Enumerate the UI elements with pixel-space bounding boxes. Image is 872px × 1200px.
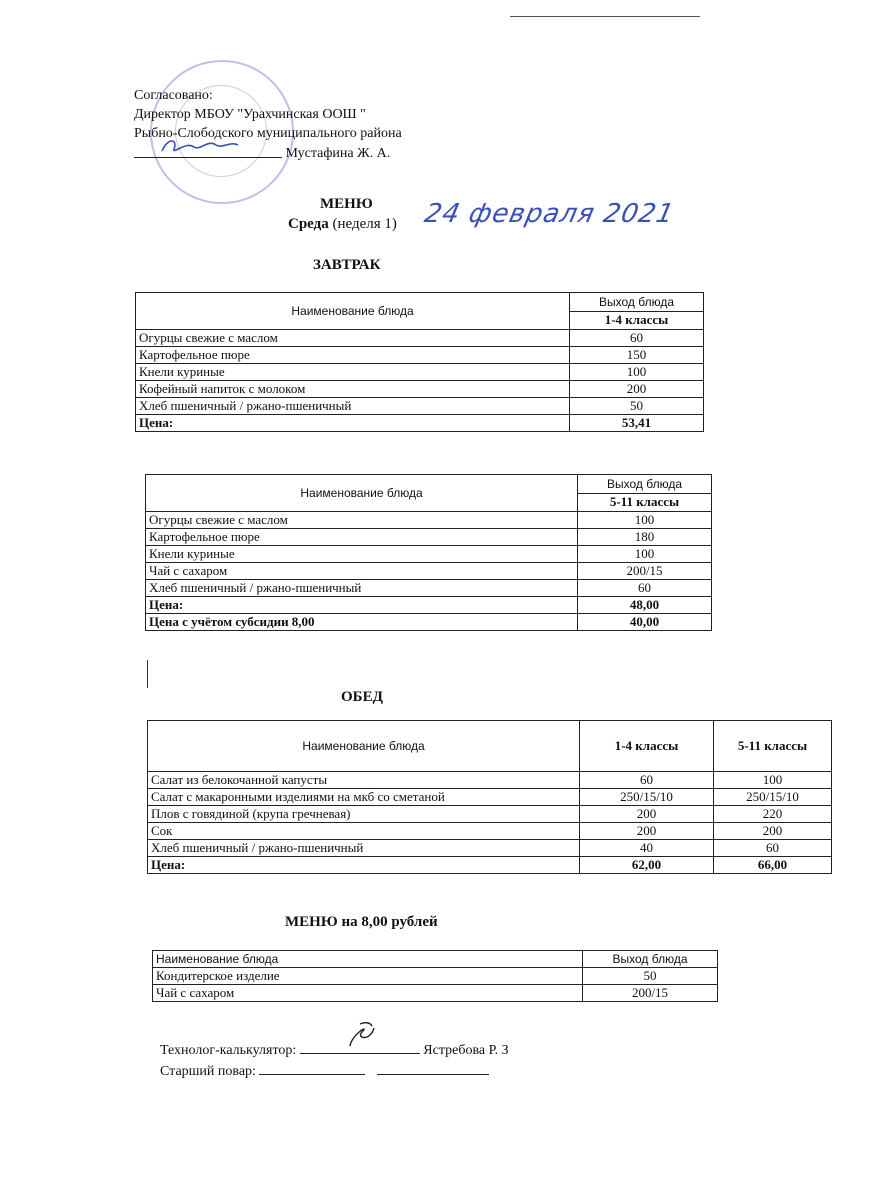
table-row — [148, 840, 832, 857]
dish-output-senior: 100 — [714, 772, 832, 789]
dish-output: 200/15 — [583, 985, 718, 1002]
col-header-name: Наименование блюда — [153, 951, 583, 968]
dish-output: 200/15 — [578, 563, 712, 580]
table-row — [136, 381, 704, 398]
table-row — [153, 985, 718, 1002]
page-title: МЕНЮ — [320, 196, 373, 212]
cook-label: Старший повар: — [160, 1064, 256, 1079]
dish-name: Чай с сахаром — [146, 563, 578, 580]
col-header-name: Наименование блюда — [148, 721, 580, 772]
day-line — [288, 216, 397, 233]
dish-output: 50 — [570, 398, 704, 415]
dish-output: 50 — [583, 968, 718, 985]
dish-output: 100 — [578, 546, 712, 563]
dish-name: Хлеб пшеничный / ржано-пшеничный — [136, 398, 570, 415]
dish-name: Картофельное пюре — [136, 347, 570, 364]
table-row — [136, 347, 704, 364]
price-value: 48,00 — [578, 597, 712, 614]
table-row — [146, 563, 712, 580]
cook-signature-blank — [259, 1061, 365, 1075]
col-header-name: Наименование блюда — [136, 293, 570, 330]
dish-name: Хлеб пшеничный / ржано-пшеничный — [148, 840, 580, 857]
dish-name: Огурцы свежие с маслом — [136, 330, 570, 347]
dish-name: Огурцы свежие с маслом — [146, 512, 578, 529]
approval-signature-line — [134, 143, 402, 163]
dish-output: 100 — [578, 512, 712, 529]
dish-output-senior: 200 — [714, 823, 832, 840]
signature-blank — [134, 143, 282, 158]
signature-block — [160, 1040, 509, 1082]
dish-name: Кнели куриные — [146, 546, 578, 563]
table-row — [148, 823, 832, 840]
dish-output-senior: 220 — [714, 806, 832, 823]
dish-output: 100 — [570, 364, 704, 381]
dish-name: Хлеб пшеничный / ржано-пшеничный — [146, 580, 578, 597]
technologist-signature-blank — [300, 1040, 420, 1054]
dish-output: 60 — [570, 330, 704, 347]
extra-menu-table — [152, 950, 718, 1002]
dish-output: 200 — [570, 381, 704, 398]
table-row — [146, 529, 712, 546]
table-row — [136, 398, 704, 415]
dish-output-junior: 60 — [580, 772, 714, 789]
col-header-output: Выход блюда — [578, 475, 712, 494]
col-header-output: Выход блюда — [570, 293, 704, 312]
cook-line — [160, 1061, 509, 1082]
col-header-senior: 5-11 классы — [714, 721, 832, 772]
week-label: (неделя 1) — [332, 216, 397, 232]
breakfast-senior-table — [145, 474, 712, 631]
price-row — [136, 415, 704, 432]
director-signature — [134, 135, 282, 157]
table-row — [148, 789, 832, 806]
technologist-label: Технолог-калькулятор: — [160, 1043, 297, 1058]
table-row — [148, 806, 832, 823]
subsidy-price-row — [146, 614, 712, 631]
technologist-signature — [330, 1020, 390, 1050]
dish-name: Сок — [148, 823, 580, 840]
price-junior: 62,00 — [580, 857, 714, 874]
table-row — [136, 330, 704, 347]
table-row — [148, 772, 832, 789]
dish-name: Салат из белокочанной капусты — [148, 772, 580, 789]
col-header-junior: 1-4 классы — [580, 721, 714, 772]
price-label: Цена: — [148, 857, 580, 874]
dish-output-junior: 200 — [580, 806, 714, 823]
breakfast-heading: ЗАВТРАК — [313, 257, 381, 273]
approval-block — [134, 86, 402, 163]
handwritten-date: 24 февраля 2021 — [421, 199, 678, 229]
table-row — [153, 968, 718, 985]
table-edge-line — [147, 660, 148, 688]
director-name: Мустафина Ж. А. — [285, 146, 391, 161]
dish-output: 180 — [578, 529, 712, 546]
col-header-output: Выход блюда — [583, 951, 718, 968]
dish-output: 60 — [578, 580, 712, 597]
col-header-class: 5-11 классы — [578, 493, 712, 512]
scan-line — [510, 16, 700, 17]
col-header-name: Наименование блюда — [146, 475, 578, 512]
day-name: Среда — [288, 216, 329, 232]
table-row — [146, 546, 712, 563]
lunch-table — [147, 720, 832, 874]
dish-name: Кнели куриные — [136, 364, 570, 381]
breakfast-junior-table — [135, 292, 704, 432]
subsidy-price-label: Цена с учётом субсидии 8,00 — [146, 614, 578, 631]
lunch-heading: ОБЕД — [341, 689, 383, 705]
dish-output-senior: 60 — [714, 840, 832, 857]
dish-name: Кондитерское изделие — [153, 968, 583, 985]
dish-name: Чай с сахаром — [153, 985, 583, 1002]
dish-name: Картофельное пюре — [146, 529, 578, 546]
dish-name: Салат с макаронными изделиями на мкб со сметаной — [148, 789, 580, 806]
extra-menu-heading: МЕНЮ на 8,00 рублей — [285, 914, 438, 930]
price-value: 53,41 — [570, 415, 704, 432]
approval-line-2: Директор МБОУ "Урахчинская ООШ " — [134, 107, 366, 122]
table-row — [136, 364, 704, 381]
price-label: Цена: — [136, 415, 570, 432]
dish-output-junior: 250/15/10 — [580, 789, 714, 806]
dish-name: Плов с говядиной (крупа гречневая) — [148, 806, 580, 823]
table-row — [146, 580, 712, 597]
subsidy-price-value: 40,00 — [578, 614, 712, 631]
technologist-name: Ястребова Р. З — [423, 1043, 509, 1058]
dish-output-senior: 250/15/10 — [714, 789, 832, 806]
col-header-class: 1-4 классы — [570, 311, 704, 330]
price-label: Цена: — [146, 597, 578, 614]
dish-output-junior: 40 — [580, 840, 714, 857]
dish-name: Кофейный напиток с молоком — [136, 381, 570, 398]
price-row — [146, 597, 712, 614]
technologist-line — [160, 1040, 509, 1061]
approval-line-3: Рыбно-Слободского муниципального района — [134, 126, 402, 141]
dish-output-junior: 200 — [580, 823, 714, 840]
table-row — [146, 512, 712, 529]
price-senior: 66,00 — [714, 857, 832, 874]
approval-line-1: Согласовано: — [134, 88, 213, 103]
price-row — [148, 857, 832, 874]
cook-name-blank — [377, 1061, 489, 1075]
dish-output: 150 — [570, 347, 704, 364]
